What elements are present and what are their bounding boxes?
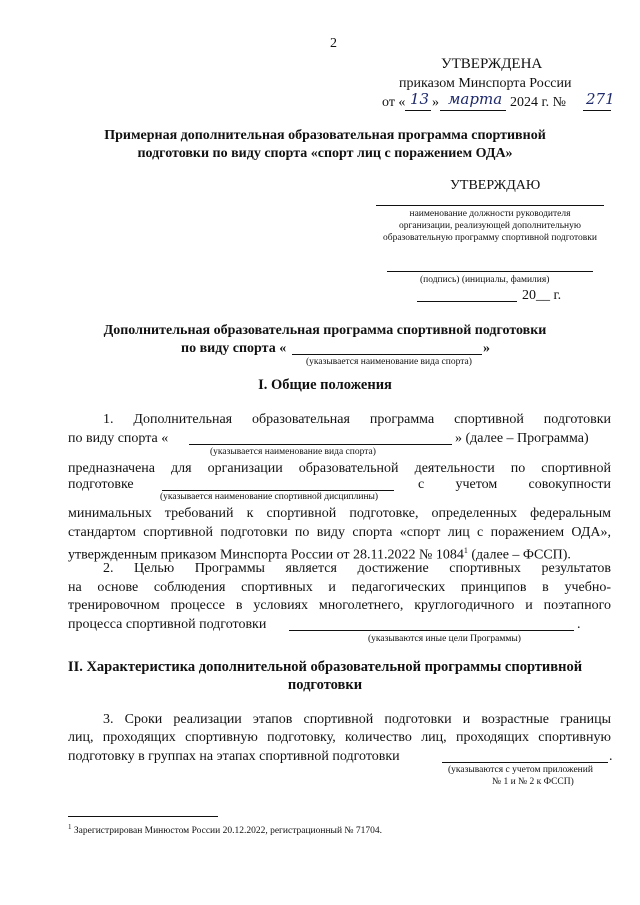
- section2-p3-line3-prefix: подготовку в группах на этапах спортивной подготовки: [68, 749, 400, 764]
- order-day-handwritten: 13: [410, 90, 430, 108]
- position-note-2: организации, реализующей дополнительную: [399, 221, 581, 231]
- position-note-1: наименование должности руководителя: [409, 209, 571, 219]
- footnote: [68, 822, 382, 837]
- order-number-handwritten: 271: [586, 90, 615, 108]
- section1-p2-line1: 2. Целью Программы является достижение спортивных результатов: [103, 561, 611, 576]
- section1-p1-line7-suffix: (далее – ФССП).: [467, 547, 571, 563]
- footnote-reference: 1: [463, 546, 468, 555]
- section1-discipline-note: (указывается наименование спортивной дисциплины): [160, 492, 379, 502]
- section2-heading-line1: II. Характеристика дополнительной образовательной программы спортивной: [67, 659, 583, 675]
- section1-p2-line3: тренировочном процессе в условиях многолетнего, круглогодичного и поэтапного: [68, 598, 611, 613]
- section1-p1-line3: предназначена для организации образовательной деятельности по спортивной: [68, 461, 611, 476]
- page-number: 2: [330, 36, 337, 51]
- section2-stages-note-1: (указываются с учетом приложений: [448, 765, 593, 775]
- order-month-handwritten: марта: [448, 90, 503, 108]
- program-title-line1: Дополнительная образовательная программа спортивной подготовки: [103, 323, 547, 338]
- section1-p2-line2: на основе соблюдения спортивных и педагогических принципов в учебно-: [68, 580, 611, 595]
- order-date-prefix: от «: [382, 95, 406, 110]
- section1-sport-note: (указывается наименование вида спорта): [210, 447, 376, 457]
- section1-p1-line1: 1. Дополнительная образовательная программа спортивной подготовки: [103, 412, 611, 427]
- main-title-line1: Примерная дополнительная образовательная программа спортивной: [104, 128, 546, 143]
- section1-p1-line4-suffix: с учетом совокупности: [418, 477, 611, 492]
- footnote-mark: 1: [68, 823, 72, 831]
- main-title-line2: подготовки по виду спорта «спорт лиц с поражением ОДА»: [137, 146, 513, 161]
- approve-year: 20__ г.: [522, 288, 562, 303]
- approve-label: УТВЕРЖДАЮ: [450, 178, 541, 193]
- program-sport-note: (указывается наименование вида спорта): [306, 357, 472, 367]
- section2-p3-line2: лиц, проходящих спортивную подготовку, количество лиц, проходящих спортивную: [68, 730, 611, 745]
- section1-goals-note: (указываются иные цели Программы): [368, 634, 521, 644]
- section1-p1-line2-suffix: » (далее – Программа): [455, 431, 589, 446]
- section2-p3-line3-suffix: .: [609, 749, 613, 764]
- footnote-divider: [68, 816, 218, 817]
- section1-p1-line7-prefix: утвержденным приказом Минспорта России от 28.11.2022 № 1084: [68, 547, 464, 563]
- signature-note: (подпись) (инициалы, фамилия): [420, 275, 550, 285]
- order-date-close-quote: »: [432, 95, 439, 110]
- section1-p1-line2-prefix: по виду спорта «: [68, 431, 169, 446]
- order-year-number: 2024 г. №: [510, 95, 567, 110]
- program-title-line2-suffix: »: [483, 341, 490, 356]
- section1-p1-line6: стандартом спортивной подготовки по виду спорта «спорт лиц с поражением ОДА»,: [68, 525, 611, 540]
- section2-heading-line2: подготовки: [287, 677, 363, 693]
- section1-p2-line4-prefix: процесса спортивной подготовки: [68, 617, 267, 632]
- section2-stages-note-2: № 1 и № 2 к ФССП): [492, 777, 574, 787]
- section2-p3-line1: 3. Сроки реализации этапов спортивной подготовки и возрастные границы: [103, 712, 611, 727]
- section1-heading: I. Общие положения: [258, 377, 392, 393]
- position-note-3: образовательную программу спортивной подготовки: [382, 233, 597, 243]
- section1-p1-line4-prefix: подготовке: [68, 477, 134, 492]
- approved-by-order: приказом Минспорта России: [399, 76, 572, 91]
- program-title-line2-prefix: по виду спорта «: [181, 341, 287, 356]
- section1-p1-line5: минимальных требований к спортивной подготовке, определенных федеральным: [68, 506, 611, 521]
- footnote-text: Зарегистрирован Минюстом России 20.12.2022, регистрационный № 71704.: [71, 826, 382, 837]
- section1-p2-line4-suffix: .: [577, 617, 581, 632]
- approved-label: УТВЕРЖДЕНА: [441, 56, 543, 72]
